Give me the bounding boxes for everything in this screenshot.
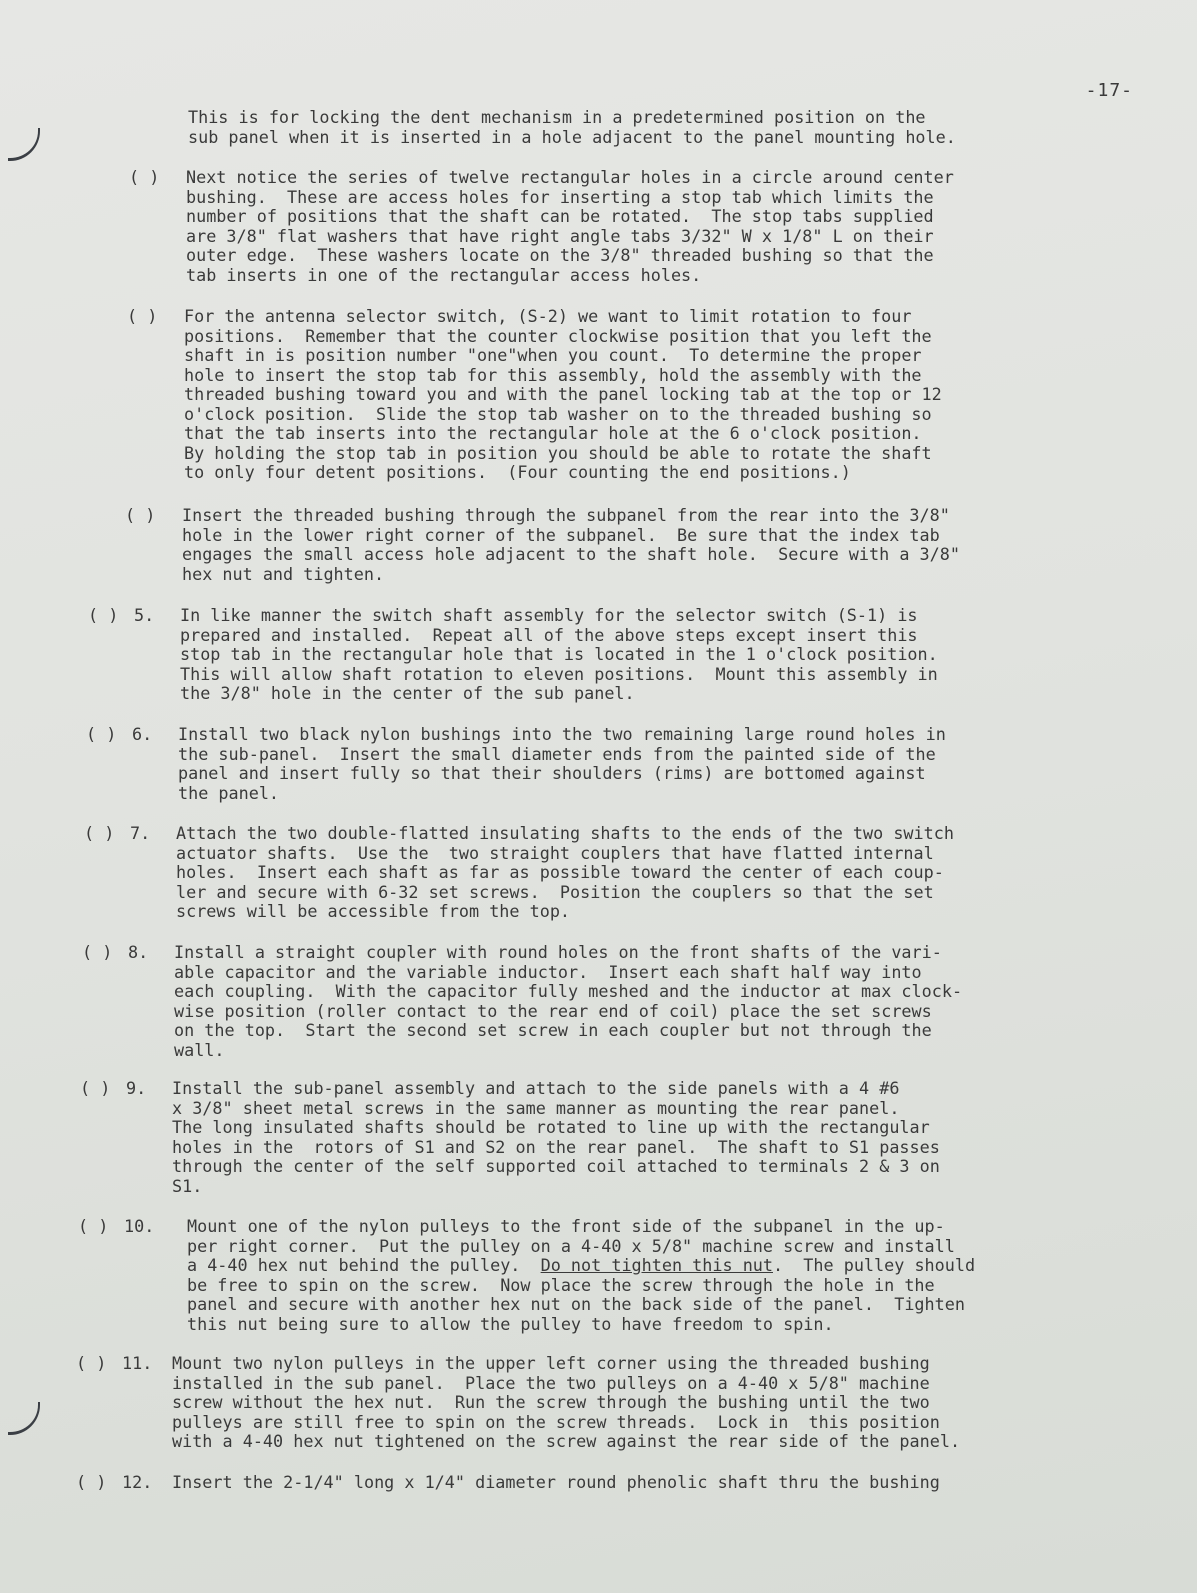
checkbox-mark: ( ) <box>80 1078 111 1098</box>
step-text: In like manner the switch shaft assembly for the selector switch (S-1) is prepared and installed. Repeat all of the above steps except insert this stop tab in the rectangular hole that is located in the 1 o'clock position. This will allow shaft rotation to eleven positions. Mount this assembly in the 3/8" hole in the center of the sub panel. <box>180 605 938 703</box>
page-number: -17- <box>1085 80 1133 101</box>
step-text: Insert the 2-1/4" long x 1/4" diameter round phenolic shaft thru the bushing <box>172 1472 940 1492</box>
step-text: Mount two nylon pulleys in the upper left corner using the threaded bushing installed in the sub panel. Place the two pulleys on a 4-40 x 5/8" machine screw without the hex nut. Run the screw through the bushing until the two pulleys are still free to spin on the screw threads. Lock in this position with a 4-40 hex nut tightened on the screw against the rear side of the panel. <box>172 1353 961 1451</box>
step-number: 8. <box>128 942 149 962</box>
checkbox-mark: ( ) <box>129 167 160 187</box>
checkbox-mark: ( ) <box>76 1472 107 1492</box>
step-text: Attach the two double-flatted insulating shafts to the ends of the two switch actuator shafts. Use the two straight couplers that have flatted internal holes. Insert each shaft as far as possible toward the center of each coup- ler and secure with 6-32 set screws. Position the couplers so that the set screws will be accessible from the top. <box>176 823 954 921</box>
binder-hole-mark-top <box>8 128 40 161</box>
step-number: 5. <box>134 605 155 625</box>
checkbox-mark: ( ) <box>127 306 158 326</box>
step-number: 11. <box>122 1353 153 1373</box>
checkbox-mark: ( ) <box>84 823 115 843</box>
checkbox-mark: ( ) <box>78 1216 109 1236</box>
step-text-after: . The pulley should be free to spin on the screw. Now place the screw through the hole in the panel and secure with another hex nut on the back side of the panel. Tighten this nut being sure to allow the pulley to have freedom to spin. <box>187 1255 976 1334</box>
intro-paragraph: This is for locking the dent mechanism in a predetermined position on the sub panel when it is inserted in a hole adjacent to the panel mounting hole. <box>188 107 956 147</box>
step-number: 6. <box>132 724 153 744</box>
checkbox-mark: ( ) <box>125 505 156 525</box>
step-text <box>187 1217 975 1334</box>
checkbox-mark: ( ) <box>88 605 119 625</box>
step-text-before: Mount one of the nylon pulleys to the front side of the subpanel in the up- per right corner. Put the pulley on a 4-40 x 5/8" machine screw and install a 4-40 hex nut behind the pulley. <box>187 1216 955 1275</box>
step-text: Install two black nylon bushings into the two remaining large round holes in the sub-panel. Insert the small diameter ends from the painted side of the panel and insert fully so that their shoulders (rims) are bottomed against the panel. <box>178 724 946 803</box>
checkbox-mark: ( ) <box>76 1353 107 1373</box>
step-text: Next notice the series of twelve rectangular holes in a circle around center bushing. These are access holes for inserting a stop tab which limits the number of positions that the shaft can be rotated. The stop tabs supplied are 3/8" flat washers that have right angle tabs 3/32" W x 1/8" L on their outer edge. These washers locate on the 3/8" threaded bushing so that the tab inserts in one of the rectangular access holes. <box>186 167 954 285</box>
checkbox-mark: ( ) <box>86 724 117 744</box>
step-text: For the antenna selector switch, (S-2) we want to limit rotation to four positions. Remember that the counter clockwise position that you left the shaft in is position number "one"when you count. To determine the proper hole to insert the stop tab for this assembly, hold the assembly with the threaded bushing toward you and with the panel locking tab at the top or 12 o'clock position. Slide the stop tab washer on to the threaded bushing so that the tab inserts into the rectangular hole at the 6 o'clock position. By holding the stop tab in position you should be able to rotate the shaft to only four detent positions. (Four counting the end positions.) <box>184 306 942 482</box>
checkbox-mark: ( ) <box>82 942 113 962</box>
binder-hole-mark-bottom <box>8 1402 40 1435</box>
step-number: 9. <box>126 1078 147 1098</box>
step-text: Insert the threaded bushing through the subpanel from the rear into the 3/8" hole in the lower right corner of the subpanel. Be sure that the index tab engages the small access hole adjacent to the shaft hole. Secure with a 3/8" hex nut and tighten. <box>182 505 960 584</box>
step-number: 7. <box>130 823 151 843</box>
step-text: Install a straight coupler with round holes on the front shafts of the vari- able capacitor and the variable inductor. Insert each shaft half way into each coupling. With the capacitor fully meshed and the inductor at max clock- wise position (roller contact to the rear end of coil) place the set screws on the top. Start the second set screw in each coupler but not through the wall. <box>174 942 963 1060</box>
step-number: 12. <box>122 1472 153 1492</box>
step-number: 10. <box>124 1216 155 1236</box>
underlined-warning: Do not tighten this nut <box>540 1255 773 1275</box>
step-text: Install the sub-panel assembly and attach to the side panels with a 4 #6 x 3/8" sheet metal screws in the same manner as mounting the rear panel. The long insulated shafts should be rotated to line up with the rectangular holes in the rotors of S1 and S2 on the rear panel. The shaft to S1 passes through the center of the self supported coil attached to terminals 2 & 3 on S1. <box>172 1078 940 1196</box>
